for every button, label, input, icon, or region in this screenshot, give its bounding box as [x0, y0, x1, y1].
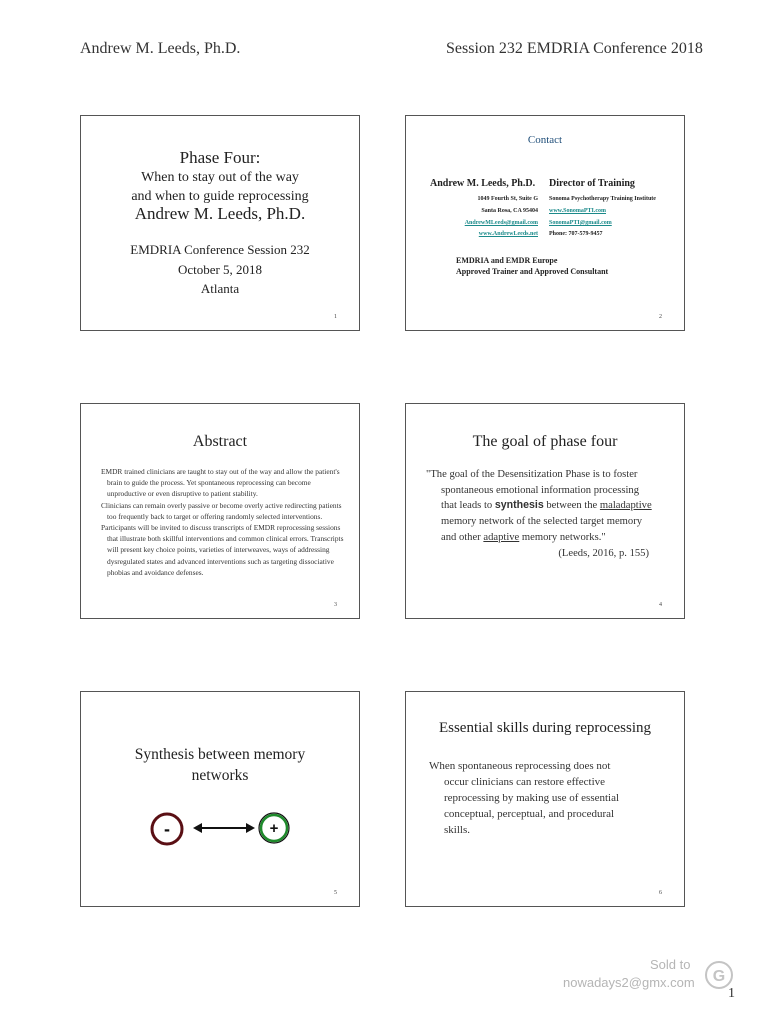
watermark-email: nowadays2@gmx.com — [563, 975, 695, 990]
contact-city: Santa Rosa, CA 95404 — [481, 208, 538, 214]
body-line: skills. — [444, 824, 470, 836]
body-line: occur clinicians can restore effective — [444, 776, 606, 788]
title-line: Synthesis between memory — [134, 746, 306, 763]
slide-number: 1 — [334, 314, 337, 320]
subtitle-line: When to stay out of the way — [141, 170, 299, 185]
plus-symbol: + — [269, 820, 279, 837]
slide-number: 2 — [659, 314, 662, 320]
slide-3 — [80, 403, 360, 619]
slide-4 — [405, 403, 685, 619]
slide-3-title: Abstract — [192, 433, 248, 450]
contact-email-link[interactable]: AndrewMLeeds@gmail.com — [464, 220, 538, 226]
institute-phone: Phone: 707-579-9457 — [549, 231, 603, 237]
institute-email-link[interactable]: SonomaPTI@gmail.com — [549, 220, 612, 226]
quote-line — [426, 498, 671, 514]
skills-body — [429, 758, 674, 838]
contact-address: 1049 Fourth St, Suite G — [477, 196, 538, 202]
slide-5 — [80, 691, 360, 907]
minus-circle-icon — [152, 814, 182, 844]
page-number: 1 — [728, 986, 735, 1001]
goal-quote — [426, 467, 671, 561]
slide-1-author: Andrew M. Leeds, Ph.D. — [134, 204, 306, 223]
contact-role: Director of Training — [549, 178, 635, 189]
quote-citation: (Leeds, 2016, p. 155) — [558, 547, 649, 559]
quote-fragment: that leads to — [441, 500, 495, 512]
date-line: October 5, 2018 — [177, 262, 263, 277]
plus-circle-icon — [259, 813, 289, 843]
slide-5-title — [81, 744, 359, 786]
minus-symbol: - — [164, 819, 170, 839]
memory-networks-diagram — [141, 804, 301, 854]
quote-line: "The goal of the Desensitization Phase is to foster — [426, 469, 638, 480]
slide-6-title: Essential skills during reprocessing — [438, 720, 652, 736]
quote-line: spontaneous emotional information processing — [441, 484, 640, 496]
slide-4-title: The goal of phase four — [472, 433, 618, 450]
approval-line: EMDRIA and EMDR Europe — [456, 256, 558, 265]
contact-website-link[interactable]: www.AndrewLeeds.net — [478, 231, 538, 237]
quote-fragment: memory networks." — [519, 531, 606, 543]
quote-line — [426, 530, 671, 546]
slide-1-subtitle — [81, 168, 359, 206]
session-line: EMDRIA Conference Session 232 — [130, 242, 310, 257]
watermark-logo-letter: G — [712, 968, 726, 985]
slide-6 — [405, 691, 685, 907]
quote-fragment: between the — [543, 500, 600, 512]
body-line: When spontaneous reprocessing does not — [429, 760, 611, 772]
header-session: Session 232 EMDRIA Conference 2018 — [446, 40, 703, 57]
contact-name: Andrew M. Leeds, Ph.D. — [430, 178, 536, 189]
slide-number: 4 — [659, 602, 662, 608]
slide-number: 3 — [334, 602, 337, 608]
quote-line: memory network of the selected target memory — [441, 516, 643, 528]
slide-number: 6 — [659, 890, 662, 896]
abstract-paragraph: Clinicians can remain overly passive or become overly active redirecting patients too frequently back to target or offering randomly selected interventions. — [101, 500, 342, 521]
body-line: conceptual, perceptual, and procedural — [444, 808, 615, 820]
body-line: reprocessing by making use of essential — [444, 792, 620, 804]
maladaptive-term: maladaptive — [599, 500, 652, 512]
institute-website-link[interactable]: www.SonomaPTI.com — [549, 208, 607, 214]
slide-1-title: Phase Four: — [179, 148, 261, 167]
abstract-paragraph: EMDR trained clinicians are taught to stay out of the way and allow the patient's brain to guide the process. Yet spontaneous reprocessing can become unproductive or even disruptive to patient stability. — [101, 467, 340, 499]
double-arrow-icon — [193, 823, 255, 833]
abstract-paragraph: Participants will be invited to discuss transcripts of EMDR reprocessing sessions that illustrate both skillful interventions and common clinical errors. Transcripts will present key choice points, varieties of interweaves, ways of addressing dysregulated states and advanced interventions such as targeting dissociative phobias and avoidance defenses. — [101, 523, 344, 577]
title-line: networks — [191, 767, 249, 784]
approval-line: Approved Trainer and Approved Consultant — [456, 267, 609, 276]
slide-2-title: Contact — [527, 134, 563, 146]
slide-number: 5 — [334, 890, 337, 896]
subtitle-line: and when to guide reprocessing — [131, 189, 309, 204]
quote-fragment: and other — [441, 531, 484, 543]
slide-1 — [80, 115, 360, 331]
location-line: Atlanta — [200, 281, 240, 296]
slide-2 — [405, 115, 685, 331]
header-author: Andrew M. Leeds, Ph.D. — [80, 40, 241, 57]
adaptive-term: adaptive — [483, 531, 520, 543]
synthesis-term: synthesis — [494, 499, 544, 512]
watermark-sold-to: Sold to — [650, 957, 691, 972]
abstract-body — [101, 466, 346, 578]
institute-name: Sonoma Psychotherapy Training Institute — [549, 196, 656, 202]
